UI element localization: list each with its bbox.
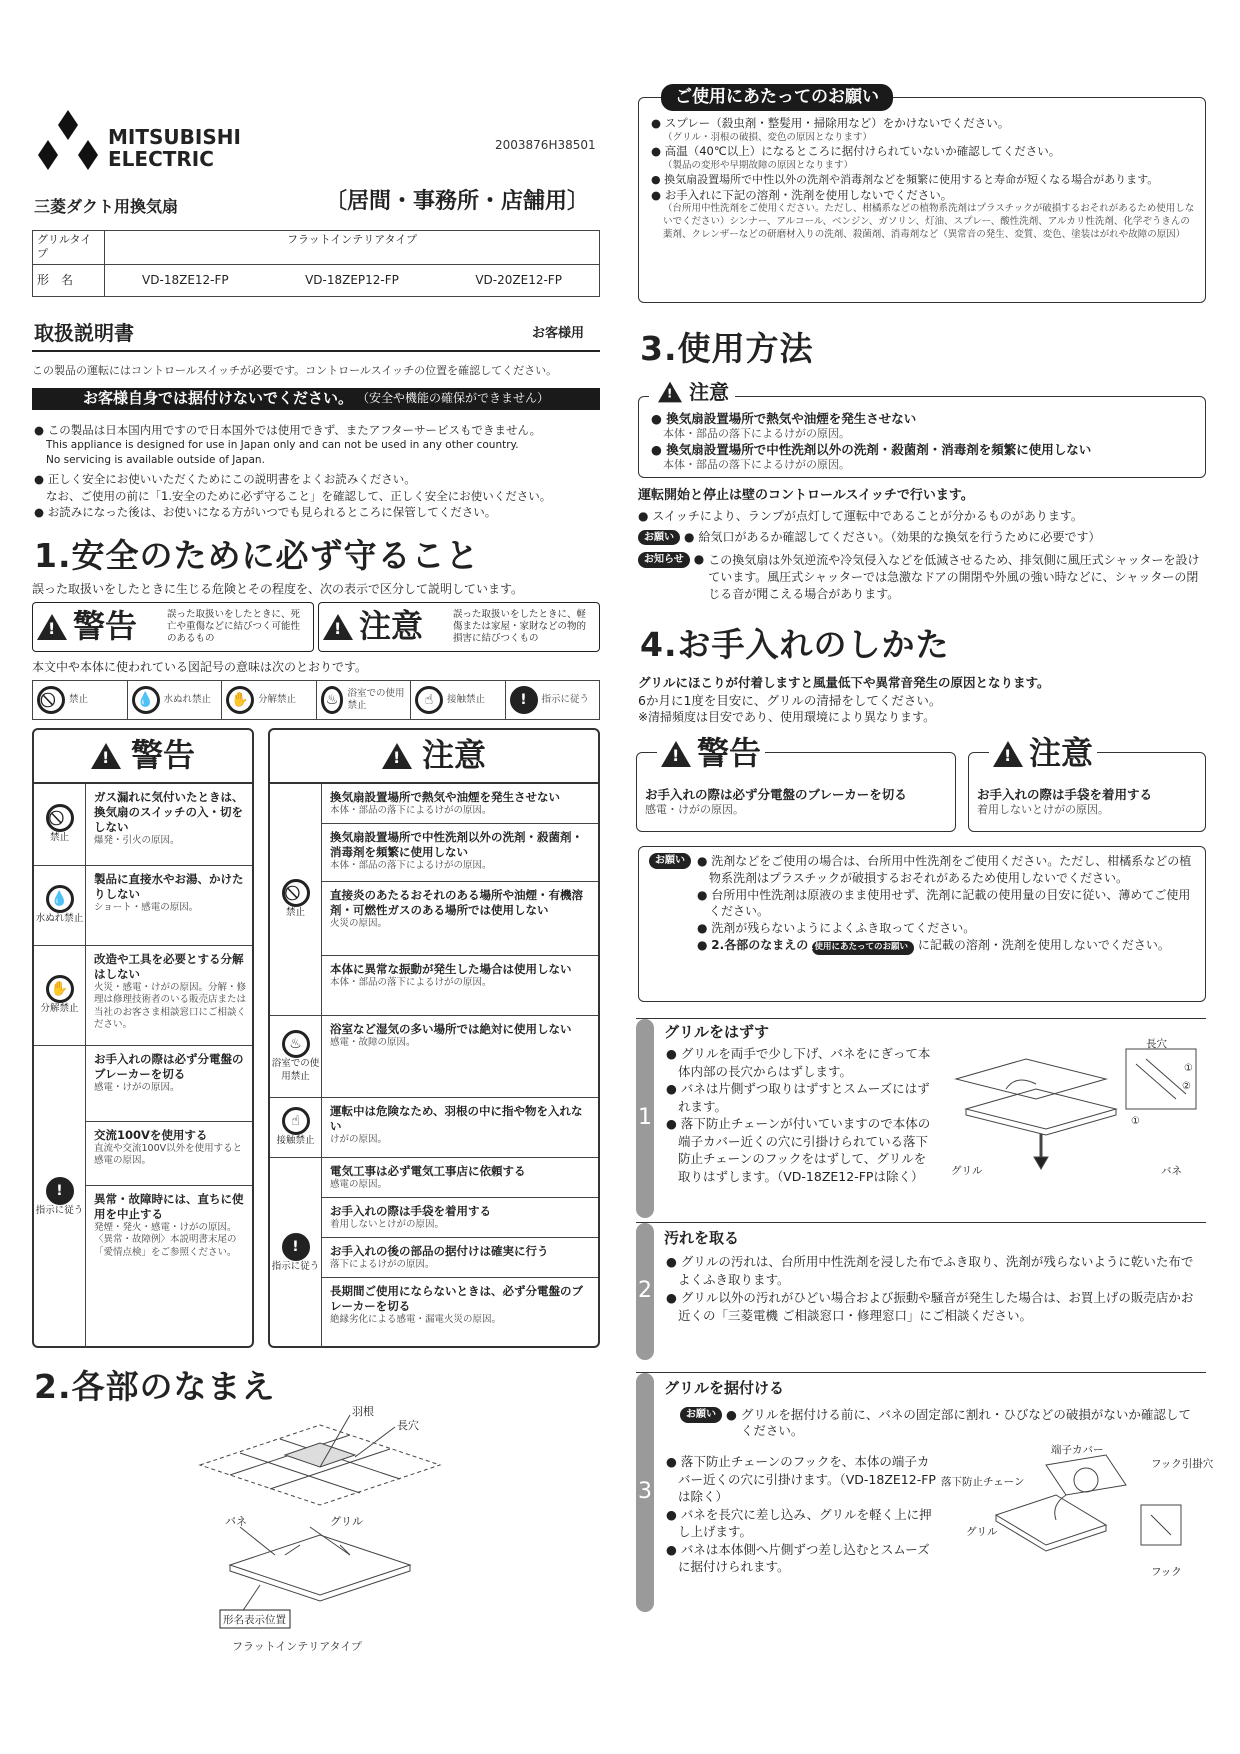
- manual-title: 取扱説明書: [34, 321, 134, 345]
- step-3-item-2: ● バネを長穴に差し込み、グリルを軽く上に押し上げます。: [666, 1506, 932, 1539]
- request-box-title: ご使用にあたってのお願い: [661, 84, 893, 111]
- sec4-caution-sub: 着用しないとけがの原因。: [977, 803, 1109, 817]
- model-3: VD-20ZE12-FP: [438, 264, 599, 297]
- sec1-title: 1.安全のために必ず守ること: [34, 536, 480, 575]
- request-box: [638, 87, 1206, 303]
- svg-text:①: ①: [1184, 1063, 1193, 1074]
- part-label-spring: バネ: [225, 1515, 247, 1528]
- request-item-2-sub: （製品の変形や早期故障の原因となります）: [663, 159, 854, 171]
- request-pill: お願い: [649, 853, 691, 869]
- symbol-no-touch: ☝ 接触禁止: [411, 681, 506, 719]
- sec4-request-4: ● 2.各部のなまえの ご使用にあたってのお願い に記載の溶剤・洗剤を使用しないでください。: [697, 937, 1195, 955]
- step-2-item-2: ● グリル以外の汚れがひどい場合および振動や騒音が発生した場合は、お買上げの販売店かお近くの「三菱電機 ご相談窓口・修理窓口」にご相談ください。: [666, 1290, 1194, 1324]
- sec3-caution-2-sub: 本体・部品の落下によるけがの原因。: [663, 457, 850, 471]
- svg-text:長穴: 長穴: [1146, 1038, 1167, 1050]
- symbol-intro: 本文中や本体に使われている図記号の意味は次のとおりです。: [32, 660, 368, 674]
- usage-label: 〔居間・事務所・店舗用〕: [325, 189, 590, 214]
- caution-table-header: [270, 730, 598, 784]
- sec4-warning-sub: 感電・けがの原因。: [645, 803, 744, 817]
- sec3-request: お願い ● 給気口があるか確認してください。（効果的な換気を行うために必要です）: [638, 530, 1101, 546]
- no-water-icon: 💧: [132, 686, 160, 714]
- svg-text:①: ①: [1131, 1116, 1140, 1127]
- no-touch-icon: ☝: [415, 686, 443, 714]
- svg-text:バネ: バネ: [1161, 1165, 1182, 1177]
- warning-triangle-icon: [91, 743, 121, 769]
- divider: [32, 350, 600, 352]
- read-note2: なお、ご使用の前に「1.安全のために必ず守ること」を確認して、正しく安全にお使いください。: [46, 488, 552, 503]
- svg-text:グリル: グリル: [966, 1526, 998, 1538]
- no-disassemble-icon: ✋: [226, 686, 254, 714]
- warning-table: [32, 728, 254, 1348]
- model-label: 形 名: [33, 264, 105, 297]
- symbol-legend: [32, 680, 600, 720]
- svg-text:落下防止チェーン: 落下防止チェーン: [941, 1476, 1025, 1488]
- part-label-model-position: 形名表示位置: [223, 1614, 286, 1626]
- grill-type-label: グリルタイプ: [33, 231, 105, 265]
- step-2-item-1: ● グリルの汚れは、台所用中性洗剤を浸した布でふき取り、洗剤が残らないように乾いた布でよくふき取ります。: [666, 1254, 1194, 1288]
- sec1-intro: 誤った取扱いをしたときに生じる危険とその程度を、次の表示で区分して説明しています。: [32, 582, 524, 596]
- domestic-en2: No servicing is available outside of Japan.: [46, 453, 265, 466]
- symbol-follow: ! 指示に従う: [506, 681, 600, 719]
- caution-legend-desc: 誤った取扱いをしたときに、軽傷または家屋・家財などの物的損害に結びつくもの: [453, 609, 587, 644]
- sec4-caution-text: お手入れの際は手袋を着用する: [977, 787, 1153, 802]
- step-1: [636, 1018, 1206, 1218]
- symbol-prohibit: 禁止: [33, 681, 128, 719]
- svg-text:端子カバー: 端子カバー: [1051, 1444, 1104, 1456]
- sec2-title: 2.各部のなまえ: [34, 1367, 276, 1406]
- sec4-request-box: [638, 846, 1206, 1002]
- mitsubishi-diamonds-icon: [34, 110, 102, 170]
- caution-table-label: 注意: [421, 736, 486, 775]
- svg-text:フック: フック: [1151, 1566, 1182, 1578]
- caution-table: [268, 728, 600, 1348]
- step-1-item-1: ● グリルを両手で少し下げ、バネをにぎって本体内部の長穴からはずします。: [666, 1046, 931, 1079]
- step-3-item-1: ● 落下防止チェーンのフックを、本体の端子カバー近くの穴に引掛けます。（VD-18ZE12-FPは除く）: [666, 1454, 936, 1504]
- step-3: 3 グリルを据付ける お願い ● グリルを据付ける前に、バネの固定部に割れ・ひびなどの破損がないか確認してください。 ● 落下防止チェーンのフックを、本体の端子カバー近くの穴に引掛けます。（VD-18ZE12-FPは除く） ● バネを長穴に差し込み、グリルを軽く上に押し上げます。 ● バネは本体側へ片側ずつ差し込むとスムーズに据付けられます。 端子カバー フック引掛穴 落下防止チェーン グリル フック: [636, 1372, 1206, 1612]
- request-pill: お願い: [638, 530, 680, 545]
- warning-table-header: [34, 730, 252, 784]
- for-customer: お客様用: [532, 326, 585, 341]
- sec3-caution-box: [638, 380, 1206, 478]
- domestic-note: ● この製品は日本国内用ですので日本国外では使用できず、またアフターサービスもできません。: [34, 423, 542, 437]
- warning-legend-desc: 誤った取扱いをしたときに、死亡や重傷などに結びつく可能性のあるもの: [167, 609, 301, 644]
- sec4-request-3: ● 洗剤が残らないようによくふき取ってください。: [697, 921, 976, 936]
- prohibit-icon: [282, 879, 310, 907]
- sec4-intro: グリルにほこりが付着しますと風量低下や異常音発生の原因となります。 6か月に1度を目安に、グリルの清掃をしてください。 ※清掃頻度は目安であり、使用環境により異なります。: [638, 675, 1050, 724]
- step-1-item-2: ● バネは片側ずつ取りはずすとスムーズにはずれます。: [666, 1081, 930, 1114]
- sec4-title: 4.お手入れのしかた: [640, 625, 950, 664]
- sec3-switch-note: ● スイッチにより、ランプが点灯して運転中であることが分かるものがあります。: [638, 509, 1083, 523]
- no-touch-icon: ☝: [282, 1107, 310, 1135]
- notes-block: [34, 422, 600, 520]
- caution-triangle-icon: [993, 741, 1023, 767]
- sec2-caption: フラットインテリアタイプ: [232, 1640, 362, 1653]
- model-2: VD-18ZEP12-FP: [266, 264, 439, 297]
- step-3-diagram: [936, 1444, 1214, 1605]
- keep-note: ● お読みになった後は、お使いになる方がいつでも見られるところに保管してください。: [34, 504, 497, 519]
- step-3-number: 3: [636, 1373, 654, 1612]
- step-2-number: 2: [636, 1223, 654, 1360]
- switch-note: この製品の運転にはコントロールスイッチが必要です。コントロールスイッチの位置を確認してください。: [32, 364, 558, 377]
- part-label-slot: 長穴: [397, 1419, 419, 1432]
- caution-legend: [318, 602, 600, 652]
- warning-rows: ガス漏れに気付いたときは、換気扇のスイッチの入・切をしない 爆発・引火の原因。 製品に直接水やお湯、かけたりしない ショート・感電の原因。 改造や工具を必要とする分解はしない 火災・感電・けがの原因。分解・修理は修理技術者のいる販売店または当社のお客さま相談窓口にご相談ください。 お手入れの際は必ず分電盤のブレーカーを切る 感電・けがの原因。 交流100Vを使用する 直流や交流100V以外を使用すると感電の原因。 異常・故障時には、直ちに使用を中止する 発煙・発火・感電・けがの原因。〈異常・故障例〉本説明書末尾の「愛情点検」をご参照ください。: [86, 784, 252, 1348]
- sec3-caution-2: ● 換気扇設置場所で中性洗剤以外の洗剤・殺菌剤・消毒剤を頻繁に使用しない: [651, 441, 1092, 457]
- warning-legend: [32, 602, 314, 652]
- part-label-grill: グリル: [330, 1515, 363, 1528]
- sec3-title: 3.使用方法: [640, 329, 814, 368]
- part-label-blade: 羽根: [352, 1405, 374, 1418]
- notice-pill: お知らせ: [638, 552, 690, 568]
- warning-table-label: 警告: [130, 736, 195, 775]
- no-self-install-text: お客様自身では据付けないでください。: [82, 389, 353, 408]
- request-item-1-sub: （グリル・羽根の破損、変色の原因となります）: [663, 131, 873, 143]
- step-2: [636, 1222, 1206, 1360]
- brand-logo: [34, 110, 254, 172]
- sec3-caution-1: ● 換気扇設置場所で熱気や油煙を発生させない: [651, 411, 917, 426]
- no-bathroom-icon: ♨: [282, 1030, 310, 1058]
- request-item-4-sub: （台所用中性洗剤をご使用ください。ただし、柑橘系などの植物系洗剤はプラスチックが破損するおそれがあるため使用しないでください）シンナー、アルコール、ベンジン、ガソリン、灯油、スプレー、酸性洗剤、アルカリ性洗剤、化学ぞうきんの薬剤、クレンザーなどの研磨材入りの洗剤、殺菌剤、消毒剤など（異常音の発生、変質、変色、塗装はがれや故障の原因）: [663, 203, 1195, 240]
- domestic-en1: This appliance is designed for use in Japan only and can not be used in any other country.: [46, 439, 519, 452]
- sec3-notice: お知らせ ● この換気扇は外気逆流や冷気侵入などを低減させるため、排気側に風圧式シャッターを設けています。風圧式シャッターでは急激なドアの開閉や外風の強い時などに、シャッターの閉じる音が聞こえる場合があります。: [638, 552, 1206, 602]
- symbol-no-water: 💧 水ぬれ禁止: [128, 681, 223, 719]
- warning-triangle-icon: [661, 741, 691, 767]
- grill-type-value: フラットインテリアタイプ: [105, 231, 600, 265]
- step-1-title: グリルをはずす: [664, 1023, 770, 1041]
- caution-sym-col: 禁止 ♨ 浴室での使用禁止 ☝ 接触禁止 ! 指示に従う: [270, 784, 322, 1348]
- step-1-item-3: ● 落下防止チェーンが付いていますので本体の端子カバー近くの穴に引掛けられている落下防止チェーンのフックをはずして、グリルを取りはずします。（VD-18ZE12-FPは除く）: [666, 1116, 931, 1184]
- warning-sym-col: 禁止 💧 水ぬれ禁止 ✋ 分解禁止 ! 指示に従う: [34, 784, 86, 1348]
- parts-diagram: [190, 1405, 450, 1635]
- prohibit-icon: [46, 804, 74, 832]
- brand-line1: MITSUBISHI: [108, 125, 241, 149]
- no-self-install-bar: [32, 388, 600, 410]
- symbol-no-bathroom: ♨ 浴室での使用禁止: [317, 681, 412, 719]
- caution-rows: 換気扇設置場所で熱気や油煙を発生させない 本体・部品の落下によるけがの原因。 換気扇設置場所で中性洗剤以外の洗剤・殺菌剤・消毒剤を頻繁に使用しない 本体・部品の落下によるけがの原因。 直接炎のあたるおそれのある場所や油煙・有機溶剤・可燃性ガスのある場所では使用しない 火災の原因。 本体に異常な振動が発生した場合は使用しない 本体・部品の落下によるけがの原因。 浴室など湿気の多い場所では絶対に使用しない 感電・故障の原因。 運転中は危険なため、羽根の中に指や物を入れない けがの原因。 電気工事は必ず電気工事店に依頼する 感電の原因。 お手入れの際は手袋を着用する 着用しないとけがの原因。 お手入れの後の部品の据付けは確実に行う 落下によるけがの原因。 長期間ご使用にならないときは、必ず分電盤のブレーカーを切る 絶縁劣化による感電・漏電火災の原因。: [322, 784, 598, 1348]
- step-3-title: グリルを据付ける: [664, 1379, 785, 1397]
- read-note: ● 正しく安全にお使いいただくためにこの説明書をよくお読みください。: [34, 472, 416, 487]
- caution-triangle-icon: [658, 382, 682, 403]
- caution-legend-label: 注意: [359, 607, 424, 646]
- follow-instruction-icon: !: [282, 1233, 310, 1261]
- step-2-title: 汚れを取る: [664, 1229, 740, 1247]
- caution-triangle-icon: [323, 614, 353, 640]
- step-3-item-3: ● バネは本体側へ片側ずつ差し込むとスムーズに据付けられます。: [666, 1541, 930, 1574]
- svg-text:グリル: グリル: [951, 1165, 983, 1177]
- sec3-control-note: 運転開始と停止は壁のコントロールスイッチで行います。: [638, 488, 974, 503]
- request-item-2: ● 高温（40℃以上）になるところに据付けられていないか確認してください。: [651, 144, 1061, 159]
- step-1-diagram: [946, 1039, 1202, 1189]
- request-pill: お願い: [680, 1407, 722, 1423]
- sec4-request-2: ● 台所用中性洗剤は原液のまま使用せず、洗剤に記載の使用量の目安に従い、薄めてご使用ください。: [697, 887, 1191, 919]
- request-item-4: ● お手入れに下記の溶剤・洗剤を使用しないでください。: [651, 187, 953, 202]
- caution-triangle-icon: [382, 743, 412, 769]
- svg-text:②: ②: [1182, 1081, 1191, 1092]
- product-kind: 三菱ダクト用換気扇: [34, 197, 179, 216]
- sec3-caution-header: ! 注意: [649, 379, 735, 405]
- sec4-warning-box: ! 警告 お手入れの際は必ず分電盤のブレーカーを切る 感電・けがの原因。: [636, 752, 956, 832]
- signal-word-legend: [32, 602, 600, 652]
- prohibit-icon: [37, 686, 65, 714]
- follow-instruction-icon: !: [510, 686, 538, 714]
- no-self-install-reason: （安全や機能の確保ができません）: [357, 391, 550, 406]
- doc-code: 2003876H38501: [495, 138, 596, 152]
- no-bathroom-icon: ♨: [321, 686, 344, 714]
- sec4-request-1: ● 洗剤などをご使用の場合は、台所用中性洗剤をご使用ください。ただし、柑橘系などの植物系洗剤はプラスチックが破損するおそれがあるため使用しないでください。: [697, 854, 1192, 885]
- sec3-caution-1-sub: 本体・部品の落下によるけがの原因。: [663, 427, 850, 441]
- model-1: VD-18ZE12-FP: [105, 264, 266, 297]
- brand-line2: ELECTRIC: [108, 147, 214, 171]
- request-item-1: ● スプレー（殺虫剤・整髪用・掃除用など）をかけないでください。: [651, 116, 1010, 130]
- symbol-no-disassemble: ✋ 分解禁止: [222, 681, 317, 719]
- model-table: [32, 230, 600, 297]
- warning-triangle-icon: [37, 614, 67, 640]
- no-water-icon: 💧: [46, 885, 74, 913]
- no-disassemble-icon: ✋: [46, 975, 74, 1003]
- svg-text:フック引掛穴: フック引掛穴: [1151, 1458, 1214, 1470]
- warning-legend-label: 警告: [73, 607, 138, 646]
- step-1-number: 1: [636, 1019, 654, 1218]
- follow-instruction-icon: !: [46, 1177, 74, 1205]
- request-item-3: ● 換気扇設置場所で中性以外の洗剤や消毒剤などを頻繁に使用すると寿命が短くなる場合があります。: [651, 172, 1159, 186]
- sec4-caution-box: ! 注意 お手入れの際は手袋を着用する 着用しないとけがの原因。: [968, 752, 1206, 832]
- sec4-warning-text: お手入れの際は必ず分電盤のブレーカーを切る: [645, 787, 907, 802]
